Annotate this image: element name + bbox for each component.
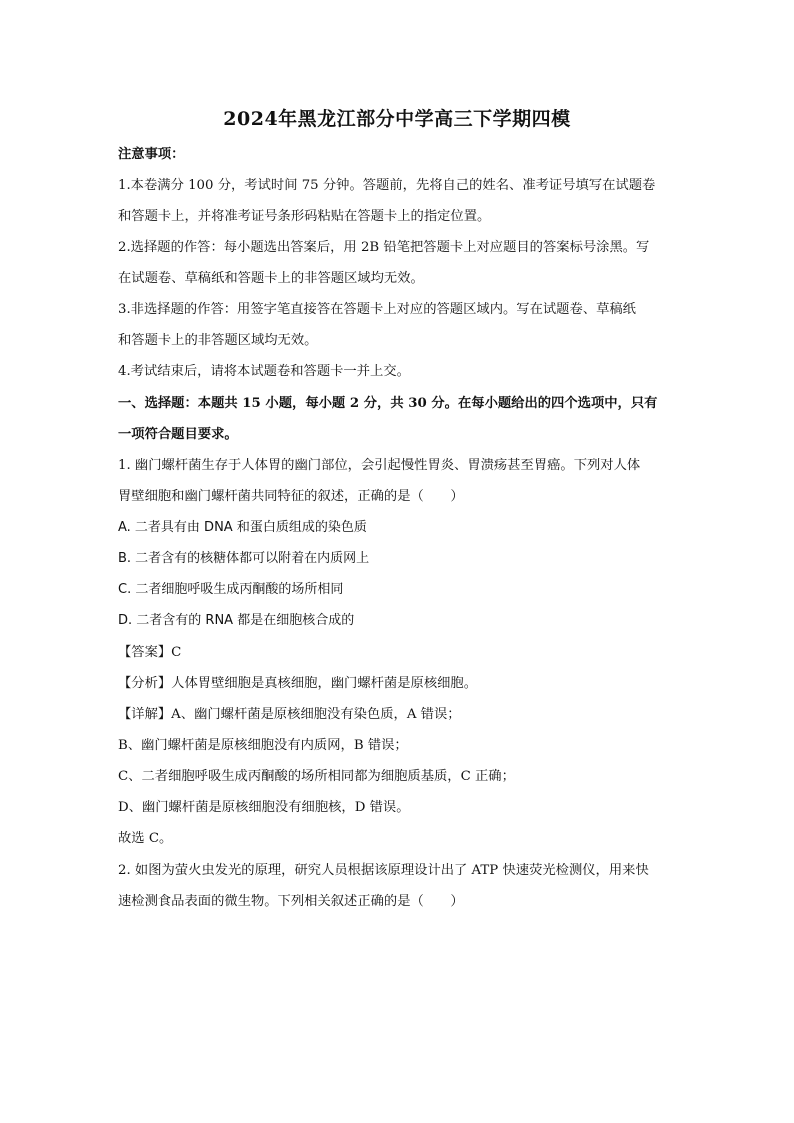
q1-option-b: B. 二者含有的核糖体都可以附着在内质网上 [118,551,370,566]
q1-detail-line-2: B、幽门螺杆菌是原核细胞没有内质网，B 错误； [118,738,408,753]
q1-conclusion: 故选 C。 [118,831,173,846]
q1-detail-line-4: D、幽门螺杆菌是原核细胞没有细胞核，D 错误。 [118,800,410,815]
q1-option-a: A. 二者具有由 DNA 和蛋白质组成的染色质 [118,520,367,535]
notice-line-7: 4.考试结束后，请将本试题卷和答题卡一并上交。 [118,364,410,379]
q1-option-c: C. 二者细胞呼吸生成丙酮酸的场所相同 [118,582,344,597]
q1-option-d: D. 二者含有的 RNA 都是在细胞核合成的 [118,613,355,628]
section-heading-line-2: 一项符合题目要求。 [118,427,238,442]
page-title: 2024年黑龙江部分中学高三下学期四模 [223,108,571,130]
notice-line-4: 在试题卷、草稿纸和答题卡上的非答题区域均无效。 [118,271,424,286]
q1-stem-line-2: 胃壁细胞和幽门螺杆菌共同特征的叙述，正确的是（ ） [118,489,464,504]
notice-line-2: 和答题卡上，并将准考证号条形码粘贴在答题卡上的指定位置。 [118,209,491,224]
notice-line-6: 和答题卡上的非答题区域均无效。 [118,333,318,348]
section-heading-line-1: 一、选择题：本题共 15 小题，每小题 2 分，共 30 分。在每小题给出的四个选项中，只有 [118,396,658,411]
notice-heading: 注意事项： [118,147,185,162]
q1-analysis: 【分析】人体胃壁细胞是真核细胞，幽门螺杆菌是原核细胞。 [118,676,478,691]
q2-stem-line-2: 速检测食品表面的微生物。下列相关叙述正确的是（ ） [118,894,464,909]
notice-line-1: 1.本卷满分 100 分，考试时间 75 分钟。答题前，先将自己的姓名、准考证号填写在试题卷 [118,178,656,193]
q1-answer: 【答案】C [118,645,182,660]
q1-detail-line-1: 【详解】A、幽门螺杆菌是原核细胞没有染色质，A 错误； [118,707,461,722]
q2-stem-line-1: 2. 如图为萤火虫发光的原理，研究人员根据该原理设计出了 ATP 快速荧光检测仪，用来快 [118,863,649,878]
notice-line-5: 3.非选择题的作答：用签字笔直接答在答题卡上对应的答题区域内。写在试题卷、草稿纸 [118,302,636,317]
q1-stem-line-1: 1. 幽门螺杆菌生存于人体胃的幽门部位，会引起慢性胃炎、胃溃疡甚至胃癌。下列对人体 [118,458,641,473]
q1-detail-line-3: C、二者细胞呼吸生成丙酮酸的场所相同都为细胞质基质，C 正确； [118,769,515,784]
notice-line-3: 2.选择题的作答：每小题选出答案后，用 2B 铅笔把答题卡上对应题目的答案标号涂黑。写 [118,240,650,255]
